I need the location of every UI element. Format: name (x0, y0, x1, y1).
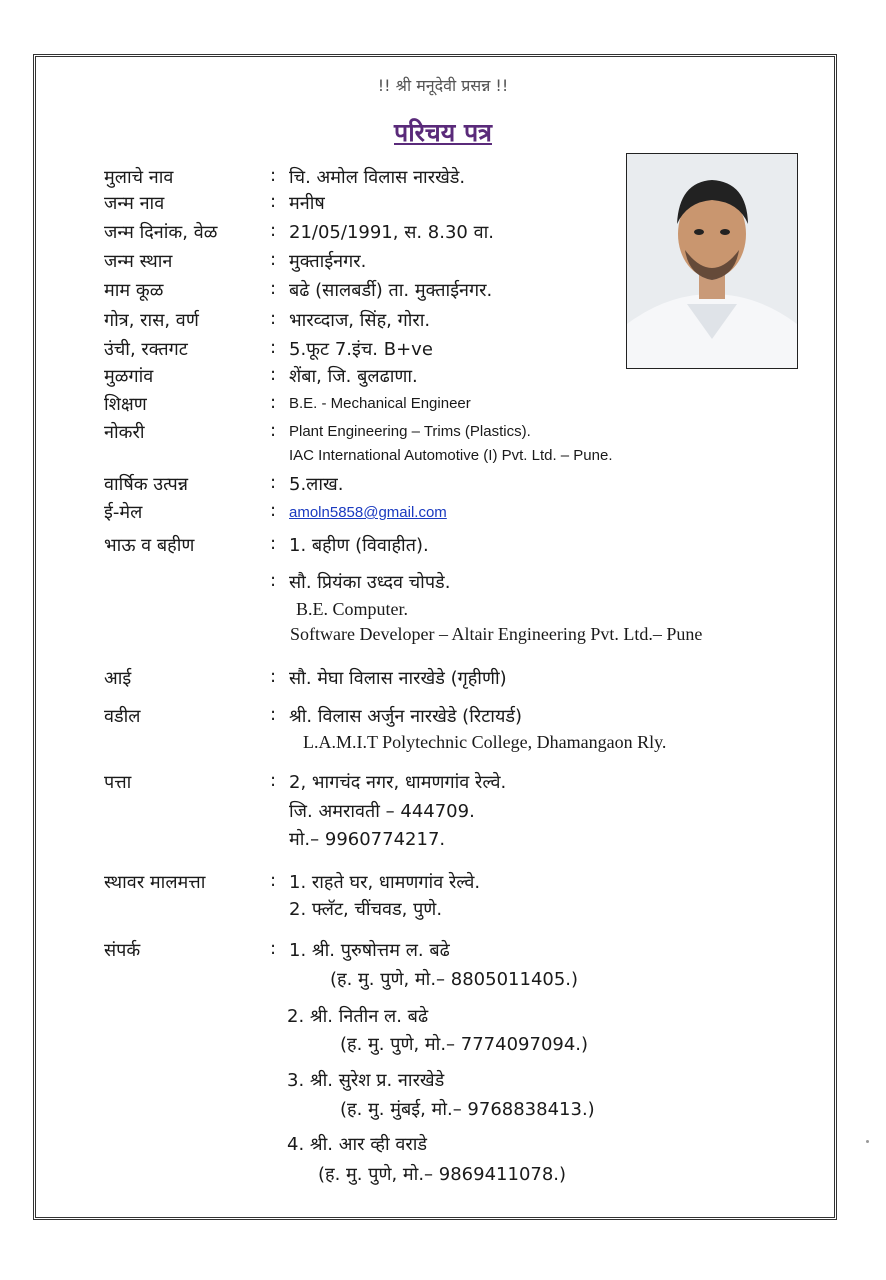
colon: : (270, 364, 277, 385)
address-label: पत्ता (104, 772, 132, 793)
property-item-2: 2. फ्लॅट, चींचवड, पुणे. (289, 899, 443, 920)
colon: : (270, 392, 277, 413)
income-value: 5.लाख. (289, 474, 344, 495)
contact-2-detail: (ह. मु. पुणे, मो.– 7774097094.) (340, 1034, 589, 1055)
email-link[interactable]: amoln5858@gmail.com (289, 504, 447, 521)
contact-4-detail: (ह. मु. पुणे, मो.– 9869411078.) (318, 1164, 567, 1185)
education-label: शिक्षण (104, 394, 147, 415)
property-item-1: 1. राहते घर, धामणगांव रेल्वे. (289, 872, 481, 893)
profile-photo (626, 153, 798, 369)
gotra-label: गोत्र, रास, वर्ण (104, 310, 199, 331)
colon: : (270, 704, 277, 725)
dob-label: जन्म दिनांक, वेळ (104, 222, 218, 243)
father-value: श्री. विलास अर्जुन नारखेडे (रिटायर्ड) (289, 706, 523, 727)
mamkul-value: बढे (सालबर्डी) ता. मुक्ताईनगर. (289, 280, 493, 301)
sister-education: B.E. Computer. (296, 599, 408, 619)
colon: : (270, 308, 277, 329)
sister-job: Software Developer – Altair Engineering Pvt. Ltd.– Pune (290, 624, 703, 644)
address-line1: 2, भागचंद नगर, धामणगांव रेल्वे. (289, 772, 507, 793)
father-label: वडील (104, 706, 141, 727)
birthname-label: जन्म नाव (104, 193, 165, 214)
colon: : (270, 278, 277, 299)
contact-1-detail: (ह. मु. पुणे, मो.– 8805011405.) (330, 969, 579, 990)
birthname-value: मनीष (289, 193, 325, 214)
contact-3-name: 3. श्री. सुरेश प्र. नारखेडे (287, 1070, 445, 1091)
mother-label: आई (104, 668, 132, 689)
colon: : (270, 938, 277, 959)
mother-value: सौ. मेघा विलास नारखेडे (गृहीणी) (289, 668, 507, 689)
address-phone: मो.– 9960774217. (289, 829, 446, 850)
property-label: स्थावर मालमत्ता (104, 872, 206, 893)
colon: : (270, 533, 277, 554)
colon: : (270, 666, 277, 687)
father-organisation: L.A.M.I.T Polytechnic College, Dhamangaon Rly. (303, 732, 667, 752)
contact-4-name: 4. श्री. आर व्ही वराडे (287, 1134, 428, 1155)
address-line2: जि. अमरावती – 444709. (289, 801, 475, 822)
job-label: नोकरी (104, 422, 145, 443)
education-value: B.E. - Mechanical Engineer (289, 395, 471, 412)
name-value: चि. अमोल विलास नारखेडे. (289, 167, 466, 188)
colon: : (270, 770, 277, 791)
blessing-line: !! श्री मनूदेवी प्रसन्न !! (377, 76, 509, 95)
email-label: ई-मेल (104, 502, 143, 523)
job-value-line2: IAC International Automotive (I) Pvt. Ltd. – Pune. (289, 447, 613, 464)
native-label: मुळगांव (104, 366, 154, 387)
native-value: शेंबा, जि. बुलढाणा. (289, 366, 418, 387)
height-label: उंची, रक्तगट (104, 339, 188, 360)
contact-2-name: 2. श्री. नितीन ल. बढे (287, 1006, 429, 1027)
colon: : (270, 500, 277, 521)
colon: : (270, 570, 277, 591)
height-value: 5.फूट 7.इंच. B+ve (289, 339, 433, 360)
mamkul-label: माम कूळ (104, 280, 164, 301)
siblings-label: भाऊ व बहीण (104, 535, 195, 556)
contact-label: संपर्क (104, 940, 141, 961)
page-title: परिचय पत्र (394, 118, 492, 147)
job-value-line1: Plant Engineering – Trims (Plastics). (289, 423, 531, 440)
colon: : (270, 191, 277, 212)
colon: : (270, 420, 277, 441)
sister-name: सौ. प्रियंका उध्दव चोपडे. (289, 572, 451, 593)
colon: : (270, 220, 277, 241)
birthplace-value: मुक्ताईनगर. (289, 251, 367, 272)
contact-1-name: 1. श्री. पुरुषोत्तम ल. बढे (289, 940, 450, 961)
gotra-value: भारव्दाज, सिंह, गोरा. (289, 310, 431, 331)
contact-3-detail: (ह. मु. मुंबई, मो.– 9768838413.) (340, 1099, 595, 1120)
scan-speck (866, 1140, 869, 1143)
siblings-value: 1. बहीण (विवाहीत). (289, 535, 429, 556)
colon: : (270, 337, 277, 358)
person-portrait-icon (627, 154, 797, 368)
colon: : (270, 472, 277, 493)
name-label: मुलाचे नाव (104, 167, 174, 188)
dob-value: 21/05/1991, स. 8.30 वा. (289, 222, 494, 243)
income-label: वार्षिक उत्पन्न (104, 474, 188, 495)
colon: : (270, 165, 277, 186)
colon: : (270, 870, 277, 891)
birthplace-label: जन्म स्थान (104, 251, 173, 272)
colon: : (270, 249, 277, 270)
